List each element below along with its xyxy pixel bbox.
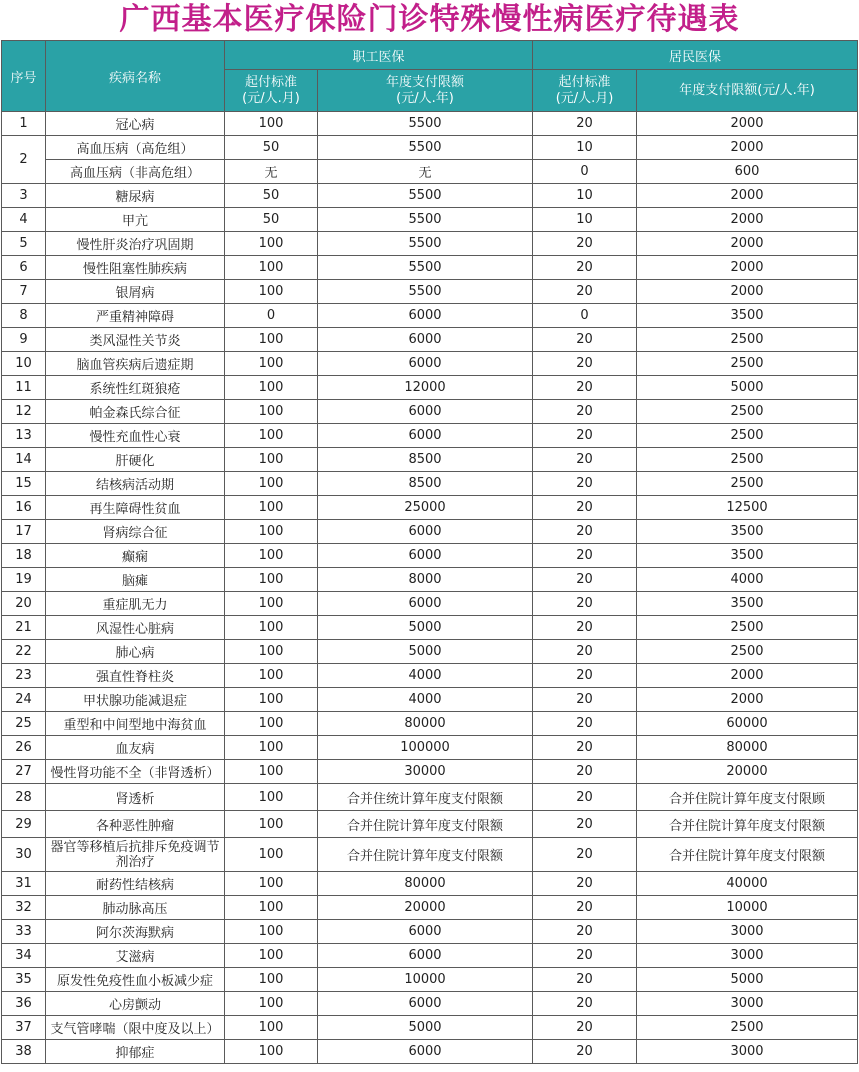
cell-emp-limit: 6000	[318, 328, 533, 352]
table-row	[2, 544, 858, 568]
cell-res-threshold: 20	[533, 256, 637, 280]
table-row	[2, 208, 858, 232]
cell-no: 23	[2, 664, 46, 688]
cell-disease: 艾滋病	[46, 944, 225, 968]
header-emp-threshold: 起付标准 (元/人.月)	[225, 70, 318, 112]
cell-disease: 癫痫	[46, 544, 225, 568]
cell-no: 9	[2, 328, 46, 352]
cell-emp-threshold: 100	[225, 640, 318, 664]
cell-emp-threshold: 100	[225, 944, 318, 968]
cell-res-threshold: 10	[533, 184, 637, 208]
cell-no: 30	[2, 838, 46, 872]
cell-emp-threshold: 100	[225, 328, 318, 352]
cell-emp-limit: 6000	[318, 920, 533, 944]
cell-res-threshold: 20	[533, 352, 637, 376]
cell-emp-limit: 6000	[318, 944, 533, 968]
cell-res-limit: 3000	[637, 944, 858, 968]
cell-res-limit: 40000	[637, 872, 858, 896]
cell-res-threshold: 20	[533, 448, 637, 472]
cell-res-threshold: 20	[533, 640, 637, 664]
cell-res-limit: 2000	[637, 232, 858, 256]
cell-no: 38	[2, 1040, 46, 1064]
cell-disease: 肝硬化	[46, 448, 225, 472]
table-row	[2, 896, 858, 920]
cell-disease: 甲亢	[46, 208, 225, 232]
cell-emp-limit: 5000	[318, 640, 533, 664]
cell-res-threshold: 10	[533, 136, 637, 160]
table-row	[2, 838, 858, 872]
cell-disease: 血友病	[46, 736, 225, 760]
cell-emp-threshold: 100	[225, 544, 318, 568]
cell-emp-limit: 6000	[318, 400, 533, 424]
table-row	[2, 992, 858, 1016]
cell-emp-threshold: 100	[225, 400, 318, 424]
cell-res-threshold: 20	[533, 1016, 637, 1040]
cell-emp-limit: 5500	[318, 208, 533, 232]
cell-no: 26	[2, 736, 46, 760]
cell-emp-limit: 80000	[318, 872, 533, 896]
cell-disease: 帕金森氏综合征	[46, 400, 225, 424]
cell-no: 35	[2, 968, 46, 992]
table-row	[2, 424, 858, 448]
cell-emp-limit: 80000	[318, 712, 533, 736]
cell-emp-threshold: 50	[225, 136, 318, 160]
cell-emp-limit: 100000	[318, 736, 533, 760]
cell-res-threshold: 20	[533, 760, 637, 784]
cell-res-limit: 3000	[637, 992, 858, 1016]
cell-emp-limit: 10000	[318, 968, 533, 992]
cell-emp-threshold: 100	[225, 592, 318, 616]
cell-emp-threshold: 100	[225, 920, 318, 944]
cell-disease: 系统性红斑狼疮	[46, 376, 225, 400]
table-row	[2, 256, 858, 280]
cell-res-limit: 12500	[637, 496, 858, 520]
cell-disease: 重症肌无力	[46, 592, 225, 616]
cell-emp-threshold: 100	[225, 688, 318, 712]
cell-res-limit: 2500	[637, 448, 858, 472]
cell-disease: 阿尔茨海默病	[46, 920, 225, 944]
cell-emp-limit: 6000	[318, 544, 533, 568]
cell-res-limit: 合并住院计算年度支付限额	[637, 811, 858, 838]
cell-res-limit: 2000	[637, 112, 858, 136]
cell-disease: 肾病综合征	[46, 520, 225, 544]
cell-no: 27	[2, 760, 46, 784]
header-employee: 职工医保	[225, 41, 533, 70]
cell-disease: 高血压病（高危组）	[46, 136, 225, 160]
cell-emp-limit: 6000	[318, 992, 533, 1016]
benefit-table	[1, 40, 858, 1064]
cell-disease: 原发性免疫性血小板减少症	[46, 968, 225, 992]
cell-disease: 抑郁症	[46, 1040, 225, 1064]
cell-res-threshold: 20	[533, 1040, 637, 1064]
cell-emp-threshold: 100	[225, 896, 318, 920]
cell-res-limit: 3500	[637, 544, 858, 568]
cell-emp-limit: 8000	[318, 568, 533, 592]
cell-emp-limit: 合并住院计算年度支付限额	[318, 838, 533, 872]
table-row	[2, 232, 858, 256]
cell-no: 6	[2, 256, 46, 280]
cell-emp-limit: 5500	[318, 136, 533, 160]
cell-disease: 肺心病	[46, 640, 225, 664]
cell-disease: 脑瘫	[46, 568, 225, 592]
table-row	[2, 1016, 858, 1040]
cell-disease: 类风湿性关节炎	[46, 328, 225, 352]
table-row	[2, 592, 858, 616]
cell-disease: 强直性脊柱炎	[46, 664, 225, 688]
cell-res-threshold: 20	[533, 280, 637, 304]
cell-no: 1	[2, 112, 46, 136]
cell-no: 5	[2, 232, 46, 256]
cell-emp-limit: 30000	[318, 760, 533, 784]
cell-emp-limit: 8500	[318, 472, 533, 496]
cell-res-threshold: 20	[533, 496, 637, 520]
cell-emp-threshold: 50	[225, 184, 318, 208]
cell-res-threshold: 20	[533, 968, 637, 992]
cell-res-threshold: 20	[533, 688, 637, 712]
table-row	[2, 811, 858, 838]
cell-res-threshold: 20	[533, 112, 637, 136]
cell-disease: 结核病活动期	[46, 472, 225, 496]
cell-emp-threshold: 100	[225, 424, 318, 448]
cell-emp-limit: 6000	[318, 304, 533, 328]
cell-res-limit: 3500	[637, 520, 858, 544]
table-row	[2, 352, 858, 376]
cell-res-limit: 合并住院计算年度支付限额	[637, 838, 858, 872]
cell-emp-limit: 5500	[318, 112, 533, 136]
cell-emp-limit: 无	[318, 160, 533, 184]
cell-emp-limit: 12000	[318, 376, 533, 400]
cell-emp-threshold: 0	[225, 304, 318, 328]
cell-no: 12	[2, 400, 46, 424]
cell-no: 7	[2, 280, 46, 304]
cell-disease: 肺动脉高压	[46, 896, 225, 920]
cell-res-threshold: 20	[533, 520, 637, 544]
cell-disease: 慢性充血性心衰	[46, 424, 225, 448]
cell-res-threshold: 20	[533, 232, 637, 256]
cell-no: 36	[2, 992, 46, 1016]
cell-res-limit: 2000	[637, 688, 858, 712]
cell-disease: 肾透析	[46, 784, 225, 811]
cell-res-limit: 2000	[637, 280, 858, 304]
cell-res-threshold: 20	[533, 736, 637, 760]
cell-emp-threshold: 100	[225, 968, 318, 992]
cell-res-limit: 80000	[637, 736, 858, 760]
cell-emp-limit: 合并住统计算年度支付限额	[318, 784, 533, 811]
cell-emp-threshold: 100	[225, 256, 318, 280]
cell-res-limit: 合并住院计算年度支付限顾	[637, 784, 858, 811]
cell-res-limit: 5000	[637, 968, 858, 992]
cell-res-limit: 5000	[637, 376, 858, 400]
cell-disease: 严重精神障碍	[46, 304, 225, 328]
cell-no: 21	[2, 616, 46, 640]
cell-emp-threshold: 100	[225, 838, 318, 872]
cell-emp-threshold: 100	[225, 352, 318, 376]
table-row	[2, 112, 858, 136]
header-res-threshold: 起付标准 (元/人.月)	[533, 70, 637, 112]
cell-emp-limit: 5500	[318, 232, 533, 256]
cell-emp-limit: 8500	[318, 448, 533, 472]
cell-disease: 器官等移植后抗排斥免疫调节剂治疗	[46, 838, 225, 872]
cell-disease: 各种恶性肿瘤	[46, 811, 225, 838]
cell-no: 13	[2, 424, 46, 448]
cell-emp-limit: 20000	[318, 896, 533, 920]
table-row	[2, 736, 858, 760]
cell-no: 32	[2, 896, 46, 920]
cell-no: 2	[2, 136, 46, 184]
cell-res-threshold: 20	[533, 920, 637, 944]
cell-emp-limit: 合并住院计算年度支付限额	[318, 811, 533, 838]
cell-res-limit: 2500	[637, 424, 858, 448]
table-row	[2, 760, 858, 784]
table-row	[2, 1040, 858, 1064]
cell-emp-threshold: 100	[225, 1016, 318, 1040]
cell-res-limit: 2500	[637, 616, 858, 640]
cell-emp-threshold: 100	[225, 448, 318, 472]
cell-res-limit: 2500	[637, 1016, 858, 1040]
cell-disease: 心房颤动	[46, 992, 225, 1016]
table-row	[2, 280, 858, 304]
cell-emp-threshold: 100	[225, 280, 318, 304]
table-row	[2, 304, 858, 328]
cell-emp-threshold: 100	[225, 232, 318, 256]
cell-res-threshold: 20	[533, 568, 637, 592]
cell-emp-limit: 5000	[318, 616, 533, 640]
table-row	[2, 160, 858, 184]
cell-emp-limit: 25000	[318, 496, 533, 520]
table-row	[2, 184, 858, 208]
cell-emp-threshold: 100	[225, 664, 318, 688]
cell-emp-threshold: 100	[225, 992, 318, 1016]
cell-res-threshold: 20	[533, 592, 637, 616]
table-row	[2, 472, 858, 496]
cell-res-threshold: 10	[533, 208, 637, 232]
cell-no: 37	[2, 1016, 46, 1040]
cell-no: 11	[2, 376, 46, 400]
table-row	[2, 784, 858, 811]
cell-no: 8	[2, 304, 46, 328]
cell-no: 19	[2, 568, 46, 592]
cell-res-threshold: 20	[533, 616, 637, 640]
cell-res-limit: 4000	[637, 568, 858, 592]
cell-emp-threshold: 100	[225, 736, 318, 760]
header-disease: 疾病名称	[46, 41, 225, 112]
header-emp-limit: 年度支付限额 (元/人.年)	[318, 70, 533, 112]
cell-res-threshold: 20	[533, 400, 637, 424]
cell-res-threshold: 20	[533, 664, 637, 688]
cell-no: 18	[2, 544, 46, 568]
cell-res-limit: 2500	[637, 400, 858, 424]
cell-disease: 慢性阻塞性肺疾病	[46, 256, 225, 280]
cell-no: 34	[2, 944, 46, 968]
table-row	[2, 712, 858, 736]
cell-emp-limit: 6000	[318, 424, 533, 448]
table-row	[2, 640, 858, 664]
cell-disease: 高血压病（非高危组）	[46, 160, 225, 184]
cell-disease: 甲状腺功能减退症	[46, 688, 225, 712]
cell-no: 4	[2, 208, 46, 232]
cell-res-limit: 2000	[637, 664, 858, 688]
table-row	[2, 328, 858, 352]
cell-emp-limit: 5500	[318, 256, 533, 280]
cell-res-threshold: 20	[533, 784, 637, 811]
cell-no: 24	[2, 688, 46, 712]
cell-res-threshold: 20	[533, 811, 637, 838]
cell-res-limit: 3500	[637, 304, 858, 328]
cell-disease: 冠心病	[46, 112, 225, 136]
cell-no: 28	[2, 784, 46, 811]
cell-no: 14	[2, 448, 46, 472]
table-row	[2, 872, 858, 896]
cell-emp-limit: 5500	[318, 280, 533, 304]
cell-res-limit: 2500	[637, 352, 858, 376]
header-resident: 居民医保	[533, 41, 858, 70]
cell-res-limit: 600	[637, 160, 858, 184]
cell-emp-threshold: 100	[225, 472, 318, 496]
cell-res-threshold: 20	[533, 872, 637, 896]
cell-emp-threshold: 100	[225, 520, 318, 544]
cell-res-threshold: 20	[533, 896, 637, 920]
cell-no: 22	[2, 640, 46, 664]
table-row	[2, 448, 858, 472]
cell-emp-threshold: 100	[225, 784, 318, 811]
cell-res-threshold: 0	[533, 304, 637, 328]
cell-disease: 耐药性结核病	[46, 872, 225, 896]
cell-res-limit: 2500	[637, 328, 858, 352]
table-row	[2, 944, 858, 968]
cell-res-threshold: 20	[533, 944, 637, 968]
cell-res-limit: 3000	[637, 1040, 858, 1064]
cell-res-threshold: 20	[533, 472, 637, 496]
cell-no: 17	[2, 520, 46, 544]
cell-res-limit: 2000	[637, 208, 858, 232]
cell-res-threshold: 20	[533, 544, 637, 568]
cell-emp-limit: 6000	[318, 592, 533, 616]
cell-res-limit: 60000	[637, 712, 858, 736]
cell-res-limit: 10000	[637, 896, 858, 920]
cell-emp-threshold: 100	[225, 616, 318, 640]
cell-emp-threshold: 100	[225, 872, 318, 896]
cell-emp-threshold: 100	[225, 112, 318, 136]
cell-emp-limit: 5500	[318, 184, 533, 208]
cell-emp-limit: 6000	[318, 1040, 533, 1064]
cell-emp-limit: 6000	[318, 520, 533, 544]
cell-no: 25	[2, 712, 46, 736]
cell-res-limit: 20000	[637, 760, 858, 784]
cell-no: 16	[2, 496, 46, 520]
cell-disease: 糖尿病	[46, 184, 225, 208]
cell-res-limit: 2500	[637, 640, 858, 664]
cell-no: 3	[2, 184, 46, 208]
cell-no: 33	[2, 920, 46, 944]
cell-res-threshold: 20	[533, 992, 637, 1016]
table-row	[2, 520, 858, 544]
cell-no: 20	[2, 592, 46, 616]
cell-disease: 慢性肝炎治疗巩固期	[46, 232, 225, 256]
table-row	[2, 664, 858, 688]
cell-disease: 风湿性心脏病	[46, 616, 225, 640]
header-no: 序号	[2, 41, 46, 112]
table-row	[2, 400, 858, 424]
table-row	[2, 920, 858, 944]
cell-emp-threshold: 50	[225, 208, 318, 232]
table-row	[2, 496, 858, 520]
cell-no: 29	[2, 811, 46, 838]
cell-emp-limit: 4000	[318, 664, 533, 688]
cell-res-threshold: 20	[533, 838, 637, 872]
cell-emp-threshold: 100	[225, 568, 318, 592]
cell-disease: 再生障碍性贫血	[46, 496, 225, 520]
cell-emp-limit: 5000	[318, 1016, 533, 1040]
cell-res-threshold: 20	[533, 424, 637, 448]
table-row	[2, 968, 858, 992]
cell-emp-limit: 4000	[318, 688, 533, 712]
cell-res-limit: 3500	[637, 592, 858, 616]
cell-res-threshold: 0	[533, 160, 637, 184]
cell-res-limit: 2500	[637, 472, 858, 496]
cell-res-limit: 2000	[637, 136, 858, 160]
cell-emp-threshold: 无	[225, 160, 318, 184]
cell-no: 31	[2, 872, 46, 896]
table-row	[2, 568, 858, 592]
cell-emp-threshold: 100	[225, 496, 318, 520]
cell-disease: 支气管哮喘（限中度及以上）	[46, 1016, 225, 1040]
cell-disease: 银屑病	[46, 280, 225, 304]
cell-emp-threshold: 100	[225, 760, 318, 784]
cell-no: 15	[2, 472, 46, 496]
cell-emp-threshold: 100	[225, 811, 318, 838]
cell-res-limit: 2000	[637, 256, 858, 280]
cell-no: 10	[2, 352, 46, 376]
cell-emp-threshold: 100	[225, 376, 318, 400]
cell-res-limit: 2000	[637, 184, 858, 208]
cell-disease: 脑血管疾病后遗症期	[46, 352, 225, 376]
table-row	[2, 136, 858, 160]
table-row	[2, 688, 858, 712]
table-row	[2, 616, 858, 640]
cell-emp-threshold: 100	[225, 1040, 318, 1064]
table-row	[2, 376, 858, 400]
cell-disease: 重型和中间型地中海贫血	[46, 712, 225, 736]
cell-emp-limit: 6000	[318, 352, 533, 376]
cell-emp-threshold: 100	[225, 712, 318, 736]
cell-res-threshold: 20	[533, 328, 637, 352]
header-res-limit: 年度支付限额(元/人.年)	[637, 70, 858, 112]
page-title: 广西基本医疗保险门诊特殊慢性病医疗待遇表	[119, 2, 740, 37]
cell-res-limit: 3000	[637, 920, 858, 944]
cell-res-threshold: 20	[533, 376, 637, 400]
cell-res-threshold: 20	[533, 712, 637, 736]
cell-disease: 慢性肾功能不全（非肾透析）	[46, 760, 225, 784]
